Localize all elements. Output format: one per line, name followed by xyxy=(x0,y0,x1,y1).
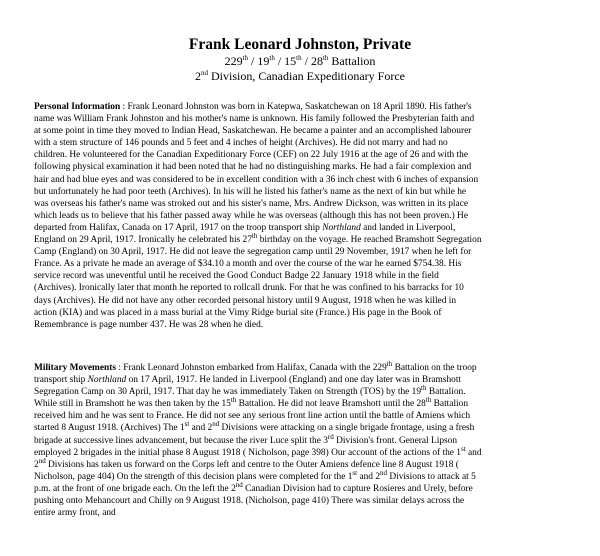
text-fragment: Nicholson, page 404) On the strength of this decision plans were completed for the 1 xyxy=(34,471,353,482)
text-fragment: Battalion. xyxy=(426,387,466,398)
separator: / xyxy=(274,54,285,68)
text-fragment: Divisions to attack at 5 xyxy=(387,471,476,482)
text-fragment: and landed in Liverpool, xyxy=(360,222,456,233)
ship-name: Northland xyxy=(322,222,361,233)
text-line: name was William Frank Johnston and his mother's name is unknown. His family followed the Presbyterian faith and xyxy=(34,114,475,125)
text-line: Remembrance is page number 437. He was 28 when he died. xyxy=(34,319,264,330)
text-line xyxy=(34,222,580,234)
text-line: France. As a private he made an average of $34.10 a month and over the course of the war he earned $754.38. His xyxy=(34,259,462,270)
ordinal-suffix: th xyxy=(251,231,258,240)
ordinal-suffix: st xyxy=(352,468,358,477)
ordinal-suffix: th xyxy=(230,396,237,405)
page-title: Frank Leonard Johnston, Private xyxy=(188,36,412,53)
battalion-15-suffix: th xyxy=(296,54,302,62)
text-line: received him and he was sent to France. He did not see any serious front line action until the battle of Amiens which xyxy=(34,411,471,422)
text-fragment: p.m. at the front of one brigade each. On the left the 2 xyxy=(34,483,236,494)
text-line xyxy=(34,386,580,398)
text-fragment: Battalion on the troop xyxy=(392,363,477,373)
separator: / xyxy=(301,54,311,68)
division-line xyxy=(0,69,600,84)
section-heading: Military Movements xyxy=(34,363,117,373)
text-fragment: Division's front. General Lipson xyxy=(333,435,458,446)
ordinal-suffix: th xyxy=(421,384,427,393)
military-movements-section xyxy=(34,359,580,519)
text-line xyxy=(34,374,580,386)
text-line xyxy=(34,444,580,459)
text-fragment: Battalion. He did not leave Bramshott until the 28 xyxy=(236,399,426,410)
text-line xyxy=(34,359,580,374)
battalion-15: 15 xyxy=(284,54,297,68)
text-fragment: and 2 xyxy=(357,471,381,482)
text-line: children. He volunteered for the Canadian Expeditionary Force (CEF) on 22 July 1916 at the age of 26 and with the xyxy=(34,150,468,161)
text-fragment: and 2 xyxy=(189,423,213,434)
personal-information-section xyxy=(34,101,580,331)
text-fragment: Battalion xyxy=(431,399,469,410)
text-fragment: and xyxy=(465,447,482,458)
text-line: pushing onto Mehancourt and Chilly on 9 August 1918. (Nicholson, page 410) There was similar delays across the xyxy=(34,496,465,507)
text-fragment: birthday on the voyage. He reached Bramshott Segregation xyxy=(257,235,482,246)
battalion-229: 229 xyxy=(224,54,243,68)
text-fragment: Canadian Division had to capture Rosieres and Urely, before xyxy=(242,483,473,494)
ordinal-suffix: nd xyxy=(38,456,46,465)
ordinal-suffix: nd xyxy=(212,420,220,429)
text-line: service record was uneventful until he received the Good Conduct Badge 22 January 1918 while in the field xyxy=(34,271,439,282)
text-line xyxy=(34,432,580,447)
text-line xyxy=(34,468,580,483)
text-fragment: departed from Halifax, Canada on 17 April, 1917 on the troop transport ship xyxy=(34,222,323,233)
separator: / xyxy=(248,54,258,68)
text-line xyxy=(34,101,580,113)
battalion-229-suffix: th xyxy=(242,54,249,62)
division-suffix: nd xyxy=(201,69,209,77)
ship-name: Northland xyxy=(87,375,127,386)
division-number: 2 xyxy=(195,69,202,83)
text-line xyxy=(34,480,580,495)
text-fragment: : Frank Leonard Johnston embarked from Halifax, Canada with the 229 xyxy=(116,363,387,373)
text-line: but unfortunately he had poor teeth (Archives). In his will he listed his father's name as the next of kin but while he xyxy=(34,186,467,197)
ordinal-suffix: rd xyxy=(327,432,334,441)
text-fragment: started 8 August 1918. (Archives) The 1 xyxy=(34,423,185,434)
text-fragment: Divisions were attacking on a single brigade frontage, using a fresh xyxy=(219,423,475,434)
text-fragment: on 17 April, 1917. He landed in Liverpool (England) and one day later was in Bramshott xyxy=(126,375,462,386)
text-line: following physical examination it had been noted that he had no distinguishing marks. He had a fair complexion and xyxy=(34,162,472,173)
text-line: days (Archives). He did not have any other recorded personal history until 9 August, 1918 when he was killed in xyxy=(34,295,457,306)
battalion-28-suffix: th xyxy=(322,54,329,62)
paragraph-text: : Frank Leonard Johnston was born in Katepwa, Saskatchewan on 18 April 1890. His father's xyxy=(120,102,472,112)
text-line: action (KIA) and was placed in a mass burial at the Vimy Ridge burial site (France.) His page in the Book of xyxy=(34,307,442,318)
text-fragment: 2 xyxy=(34,459,39,470)
text-fragment: Divisions has taken us forward on the Corps left and centre to the Outer Amiens defence line 8 August 1918 ( xyxy=(45,459,459,470)
ordinal-suffix: th xyxy=(386,359,393,368)
battalion-line xyxy=(0,54,600,69)
battalion-19-suffix: th xyxy=(269,54,275,62)
ordinal-suffix: nd xyxy=(235,480,243,489)
text-line: which leads us to believe that his father passed away while he was overseas (although this has not been proven.) He xyxy=(34,210,468,221)
text-line: (Archives). Ironically later that month he reported to rollcall drunk. For that he was confined to his barracks for 10 xyxy=(34,283,464,294)
text-fragment: transport ship xyxy=(34,375,88,386)
text-line xyxy=(34,422,580,434)
text-line: with a stem structure of 146 pounds and 5 feet and 4 inches of height (Archives). He did not marry and had no xyxy=(34,138,448,149)
division-name: Division, Canadian Expeditionary Force xyxy=(208,69,405,83)
text-line xyxy=(34,456,580,471)
document-header xyxy=(0,36,600,84)
text-line: hair and had blue eyes and was considered to be in excellent condition with a 36 inch chest with 6 inches of expansion xyxy=(34,174,479,185)
text-fragment: England on 29 April, 1917. Ironically he celebrated his 27 xyxy=(34,235,252,246)
text-fragment: Segregation Camp on 30 April, 1917. That day he was immediately Taken on Strength (TOS) by the 19 xyxy=(34,387,422,398)
battalion-28: 28 xyxy=(310,54,323,68)
text-line: at some point in time they moved to Indian Head, Saskatchewan. He became a painter and an accomplished labourer xyxy=(34,126,472,137)
section-heading: Personal Information xyxy=(34,102,121,112)
ordinal-suffix: st xyxy=(184,420,190,429)
text-fragment: employed 2 brigades in the initial phase 8 August 1918 ( Nicholson, page 398) Our account of the actions of the 1 xyxy=(34,447,461,458)
text-line: entire army front, and xyxy=(34,508,116,519)
text-line: was overseas his father's name was stroked out and his sister's name, Mrs. Andrew Dickson, was written in its place xyxy=(34,198,469,209)
text-fragment: While still in Bramshott he was then taken by the 15 xyxy=(34,399,231,410)
text-line xyxy=(34,231,580,246)
ordinal-suffix: st xyxy=(461,444,466,453)
text-line: Camp (England) on 30 April, 1917. He did not leave the segregation camp until 29 November, 1917 when he left for xyxy=(34,247,472,258)
ordinal-suffix: th xyxy=(425,396,432,405)
text-fragment: brigade at successive lines advancement, but because the river Luce split the 3 xyxy=(34,435,328,446)
battalion-word: Battalion xyxy=(328,54,376,68)
text-line xyxy=(34,398,580,410)
ordinal-suffix: nd xyxy=(380,468,388,477)
battalion-19: 19 xyxy=(257,54,270,68)
